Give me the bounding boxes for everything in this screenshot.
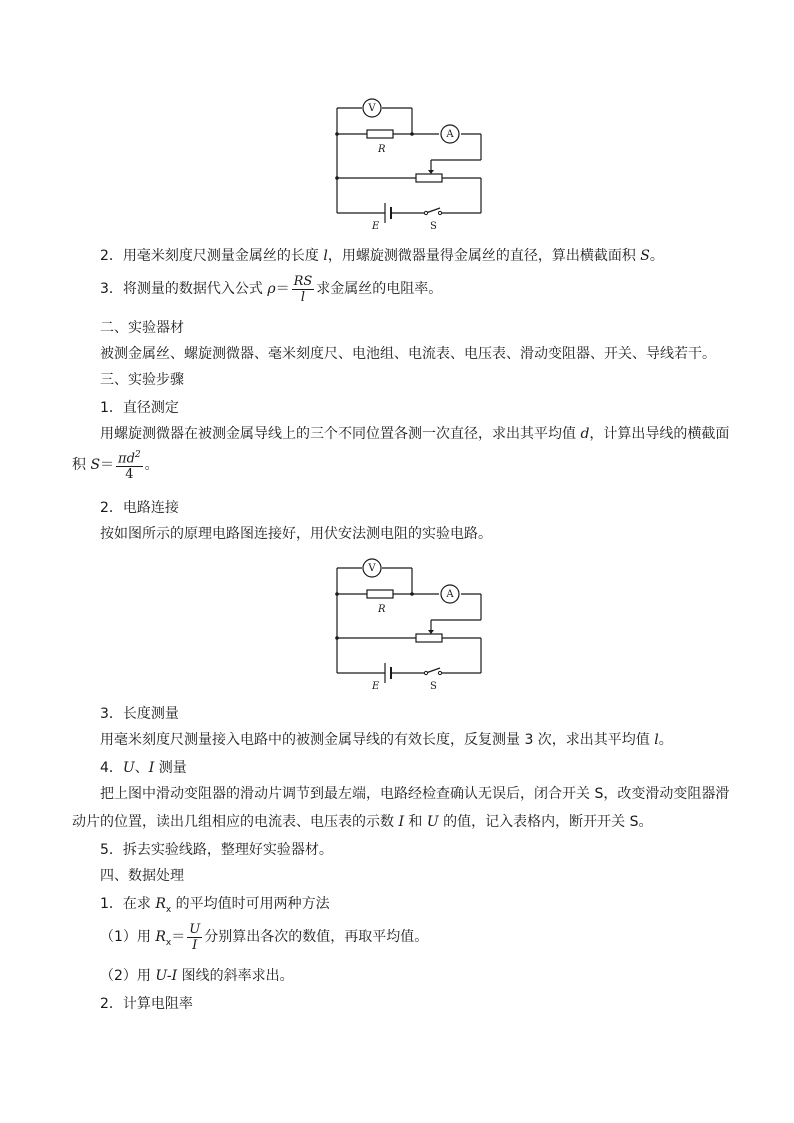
text: 。 (649, 248, 664, 264)
denominator: l (300, 289, 306, 305)
ammeter-label: A (446, 129, 454, 140)
text: 。 (658, 732, 673, 748)
text: 1．在求 (100, 896, 156, 912)
subscript-x: x (165, 904, 172, 915)
exponent: 2 (134, 450, 141, 460)
var-R: R (155, 896, 166, 912)
text: 的值，记入表格内，断开开关 S。 (438, 814, 653, 830)
voltmeter-label: V (368, 563, 376, 574)
var-S: S (90, 457, 101, 474)
step-1-formula-line (72, 448, 159, 482)
var-U-I: U-I (155, 968, 178, 984)
step-3-heading: 3．长度测量 (100, 706, 179, 722)
denominator: I (192, 937, 198, 953)
text: 。 (144, 457, 159, 474)
fraction-pid2-over-4 (116, 448, 143, 482)
equals: ＝ (171, 929, 186, 945)
equipment-list: 被测金属丝、螺旋测微器、毫米刻度尺、电池组、电流表、电压表、滑动变阻器、开关、导线若干。 (100, 346, 716, 362)
ammeter-label: A (446, 589, 454, 600)
switch-label: S (430, 221, 437, 232)
step-4-text-line-2 (72, 812, 653, 832)
step-3-formula-line (100, 272, 442, 306)
step-1-heading: 1．直径测定 (100, 400, 179, 416)
text: 用螺旋测微器在被测金属导线上的三个不同位置各测一次直径，求出其平均值 (100, 426, 581, 442)
var-U: U (122, 760, 135, 776)
fraction-RS-over-l (292, 274, 315, 305)
var-U: U (426, 814, 439, 830)
battery-label: E (372, 221, 380, 232)
step-1-text (100, 424, 729, 444)
resistor-label: R (378, 604, 386, 615)
method-1-line (100, 920, 428, 960)
var-l: l (323, 248, 328, 264)
equals: ＝ (275, 281, 290, 297)
battery-label: E (372, 681, 380, 692)
numerator-text: πd (118, 451, 135, 467)
voltmeter-label: V (368, 103, 376, 114)
var-R: R (155, 929, 166, 945)
numerator: RS (293, 273, 313, 289)
text: 2．用毫米刻度尺测量金属丝的长度 (100, 248, 324, 264)
step-2-circuit-text: 按如图所示的原理电路图连接好，用伏安法测电阻的实验电路。 (100, 526, 492, 542)
resistor-label: R (378, 144, 386, 155)
text: 测量 (154, 760, 187, 776)
var-rho: ρ (267, 281, 276, 297)
step-2-heading: 2．电路连接 (100, 500, 179, 516)
step-4-heading (100, 758, 187, 778)
step-4-text-line-1: 把上图中滑动变阻器的滑动片调节到最左端，电路经检查确认无误后，闭合开关 S，改变滑动变阻器滑 (100, 786, 730, 802)
method-2-line (100, 966, 294, 986)
step-3-text (100, 730, 673, 750)
text: ，计算出导线的横截面 (589, 426, 730, 442)
text: 积 (72, 457, 91, 474)
text: ，用螺旋测微器量得金属丝的直径，算出横截面积 (327, 248, 641, 264)
text: 4． (100, 760, 123, 776)
denominator: 4 (125, 467, 134, 483)
var-I: I (398, 814, 404, 830)
step-5-text: 5．拆去实验线路，整理好实验器材。 (100, 842, 333, 858)
subscript-x: x (165, 937, 172, 948)
equals: ＝ (100, 457, 115, 474)
text: 图线的斜率求出。 (177, 968, 294, 984)
text: 分别算出各次的数值，再取平均值。 (204, 929, 429, 945)
text: 用毫米刻度尺测量接入电路中的被测金属导线的有效长度，反复测量 3 次，求出其平均值 (100, 732, 655, 748)
circuit-diagram-bottom (330, 555, 490, 695)
section-heading-4: 四、数据处理 (100, 868, 184, 884)
text: （2）用 (100, 968, 156, 984)
text: 和 (403, 814, 427, 830)
numerator (116, 448, 143, 467)
var-l: l (654, 732, 659, 748)
numerator: U (189, 921, 201, 937)
text: 求金属丝的电阻率。 (316, 281, 443, 297)
section-heading-3: 三、实验步骤 (100, 372, 184, 388)
var-d: d (580, 426, 590, 442)
data-step-1 (100, 894, 330, 920)
var-S: S (640, 248, 650, 264)
text: 的平均值时可用两种方法 (171, 896, 330, 912)
switch-label: S (430, 681, 437, 692)
step-2-text (100, 246, 664, 266)
text: 3．将测量的数据代入公式 (100, 281, 268, 297)
text: 、 (134, 760, 149, 776)
fraction-U-over-I (187, 922, 202, 953)
text: （1）用 (100, 929, 156, 945)
circuit-diagram-top (330, 95, 490, 235)
text: 动片的位置，读出几组相应的电流表、电压表的示数 (72, 814, 399, 830)
var-I: I (148, 760, 155, 776)
section-heading-2: 二、实验器材 (100, 320, 184, 336)
data-step-2: 2．计算电阻率 (100, 996, 193, 1012)
